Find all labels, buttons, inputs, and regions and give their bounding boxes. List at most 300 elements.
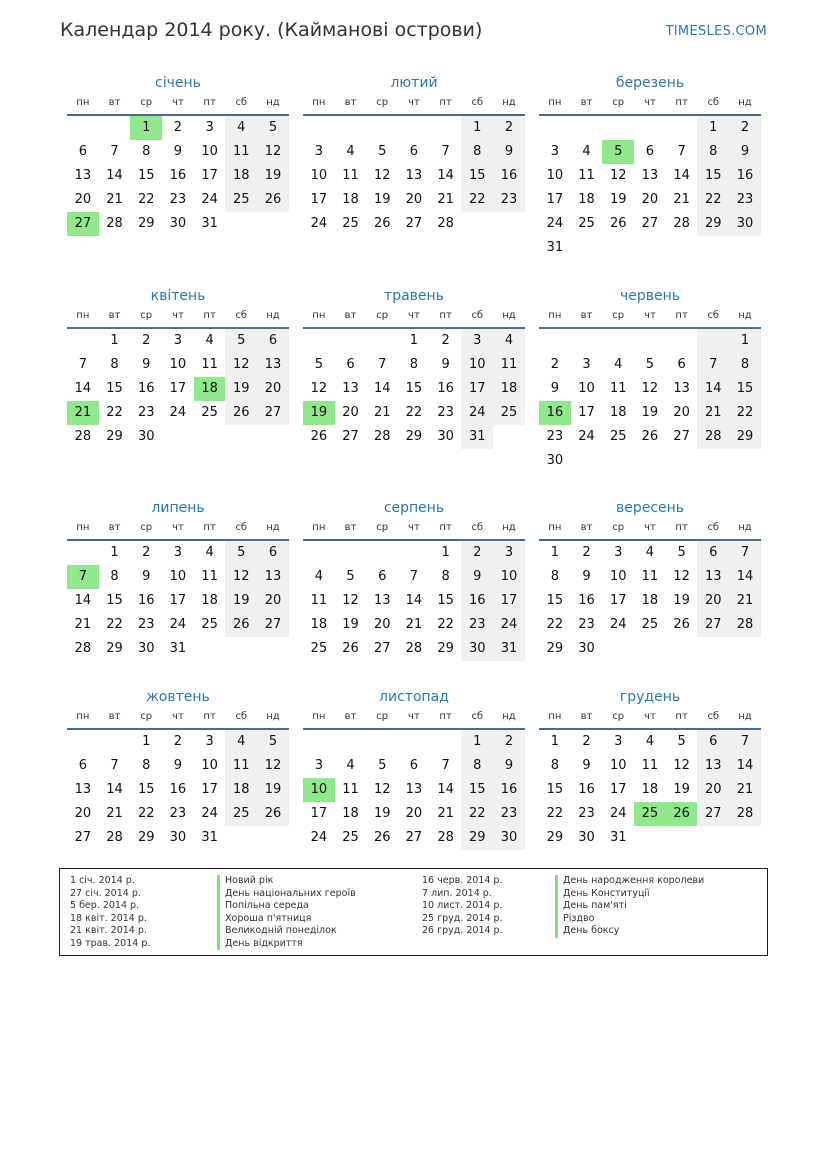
day-cell: 28 (106, 830, 123, 845)
empty-cell (335, 730, 367, 754)
empty-cell (634, 826, 666, 850)
weekday-label: вт (108, 711, 121, 722)
day-cell: 1 (110, 333, 119, 348)
day-cell: 25 (225, 188, 257, 212)
legend-dates-2 (422, 875, 503, 938)
weekday-label: пн (312, 522, 326, 533)
day-cell: 15 (106, 593, 123, 608)
day-cell: 28 (106, 216, 123, 231)
day-cell: 18 (310, 617, 328, 632)
day-cell: 20 (697, 589, 729, 613)
day-cell: 9 (550, 381, 559, 396)
weekday-label: пн (548, 97, 562, 108)
day-cell: 20 (405, 192, 423, 207)
day-cell: 3 (314, 144, 323, 159)
day-cell: 24 (546, 216, 564, 231)
day-cell: 4 (645, 734, 655, 749)
weekday-label: пт (439, 711, 452, 722)
day-cell: 7 (78, 357, 87, 372)
empty-cell (666, 637, 698, 661)
brand-link[interactable]: TIMESLES.COM (665, 24, 767, 39)
day-cell: 29 (461, 826, 493, 850)
weekday-label: вт (344, 522, 357, 533)
month-12 (539, 686, 761, 850)
day-cell: 10 (546, 168, 564, 183)
day-cell: 18 (342, 806, 359, 821)
day-cell: 16 (137, 381, 155, 396)
weekday-label: ср (612, 711, 625, 722)
day-cell: 8 (409, 357, 419, 372)
day-cell: 26 (641, 429, 659, 444)
day-cell: 8 (550, 758, 559, 773)
day-cell: 2 (582, 545, 591, 560)
weekday-label: нд (266, 97, 280, 108)
day-cell: 31 (201, 830, 218, 845)
day-cell: 16 (169, 168, 187, 183)
day-cell: 14 (106, 168, 123, 183)
day-cell: 10 (310, 168, 328, 183)
empty-cell (303, 730, 335, 754)
empty-cell (194, 425, 226, 449)
day-cell: 27 (697, 613, 729, 637)
legend-holiday: Різдво (555, 913, 704, 926)
day-cell: 26 (373, 830, 391, 845)
day-cell: 25 (201, 617, 218, 632)
weekday-label: пт (439, 522, 452, 533)
day-cell: 4 (493, 329, 525, 353)
month-11 (303, 686, 525, 850)
day-cell: 22 (137, 806, 155, 821)
day-cell: 25 (493, 401, 525, 425)
day-cell: 21 (729, 589, 761, 613)
day-cell: 22 (137, 192, 155, 207)
day-cell: 17 (609, 782, 627, 797)
day-cell: 22 (729, 401, 761, 425)
day-cell: 3 (582, 357, 591, 372)
day-cell: 15 (437, 593, 454, 608)
weekday-label: вт (108, 97, 121, 108)
day-cell: 22 (405, 405, 423, 420)
day-cell: 29 (546, 830, 564, 845)
day-cell: 11 (201, 357, 218, 372)
day-cell: 27 (74, 830, 92, 845)
day-cell: 30 (578, 830, 595, 845)
empty-cell (697, 449, 729, 473)
day-cell: 6 (677, 357, 686, 372)
day-cell: 22 (461, 802, 493, 826)
legend-names-2 (555, 875, 704, 938)
day-cell: 22 (437, 617, 454, 632)
empty-cell (571, 449, 603, 473)
weekday-label: пт (675, 97, 688, 108)
day-cell: 20 (257, 589, 289, 613)
day-cell: 25 (609, 429, 627, 444)
month-name: жовтень (146, 689, 210, 705)
day-cell: 27 (257, 613, 289, 637)
day-cell: 19 (373, 806, 391, 821)
empty-cell (493, 212, 525, 236)
day-cell: 23 (461, 613, 493, 637)
day-cell: 4 (614, 357, 623, 372)
day-cell: 18 (641, 593, 659, 608)
weekday-label: пт (675, 711, 688, 722)
day-cell: 2 (461, 541, 493, 565)
month-3 (539, 72, 761, 260)
day-cell: 9 (461, 565, 493, 589)
day-cell: 23 (169, 806, 187, 821)
empty-cell (430, 116, 462, 140)
weekday-label: сб (235, 97, 248, 108)
empty-cell (602, 449, 634, 473)
empty-cell (602, 329, 634, 353)
weekday-label: сб (707, 97, 720, 108)
day-cell: 18 (342, 192, 359, 207)
day-cell: 6 (645, 144, 655, 159)
day-cell: 19 (257, 778, 289, 802)
empty-cell (335, 116, 367, 140)
weekday-label: чт (408, 711, 420, 722)
day-cell: 15 (546, 593, 564, 608)
empty-cell (225, 826, 257, 850)
day-cell: 20 (257, 377, 289, 401)
day-cell: 4 (346, 758, 355, 773)
empty-cell (602, 116, 634, 140)
day-cell: 7 (677, 144, 686, 159)
day-cell: 2 (729, 116, 761, 140)
day-cell: 26 (342, 641, 359, 656)
day-cell: 21 (673, 192, 690, 207)
day-cell: 23 (578, 617, 595, 632)
day-cell: 6 (409, 144, 419, 159)
weekday-header (539, 307, 761, 329)
day-cell: 24 (201, 806, 218, 821)
empty-cell (225, 425, 257, 449)
day-cell: 9 (142, 569, 151, 584)
day-cell: 3 (614, 734, 623, 749)
day-cell: 29 (405, 429, 423, 444)
weekday-label: пн (312, 711, 326, 722)
weekday-label: вт (108, 522, 121, 533)
empty-cell (257, 826, 289, 850)
day-cell: 17 (609, 593, 627, 608)
legend-date: 25 груд. 2014 р. (422, 912, 503, 924)
day-cell: 23 (169, 192, 187, 207)
empty-cell (602, 236, 634, 260)
day-cell: 30 (578, 641, 595, 656)
day-cell: 28 (729, 802, 761, 826)
legend-date: 1 січ. 2014 р. (70, 875, 135, 886)
empty-cell (335, 541, 367, 565)
empty-cell (729, 449, 761, 473)
weekday-label: вт (344, 310, 357, 321)
day-cell: 11 (201, 569, 218, 584)
legend-holiday: Новий рік (217, 875, 356, 888)
day-cell: 10 (493, 565, 525, 589)
day-cell: 8 (110, 569, 119, 584)
day-cell: 30 (137, 641, 155, 656)
day-cell: 25 (641, 617, 659, 632)
empty-cell (194, 637, 226, 661)
weekday-label: нд (502, 97, 516, 108)
day-cell: 17 (461, 377, 493, 401)
day-cell: 13 (697, 565, 729, 589)
month-9 (539, 497, 761, 661)
empty-cell (634, 449, 666, 473)
day-cell: 19 (609, 192, 627, 207)
empty-cell (99, 730, 131, 754)
empty-cell (602, 637, 634, 661)
day-cell: 13 (673, 381, 690, 396)
weekday-label: чт (408, 522, 420, 533)
day-cell: 26 (225, 613, 257, 637)
day-cell: 30 (729, 212, 761, 236)
day-cell: 26 (257, 802, 289, 826)
day-cell: 10 (201, 144, 218, 159)
day-cell: 9 (173, 758, 183, 773)
day-grid (67, 116, 289, 236)
day-grid (303, 116, 525, 236)
day-cell: 5 (378, 758, 387, 773)
day-cell: 21 (729, 778, 761, 802)
day-cell: 22 (697, 188, 729, 212)
month-name: серпень (383, 500, 445, 516)
day-cell: 1 (142, 734, 151, 749)
day-cell: 24 (461, 401, 493, 425)
day-cell: 8 (110, 357, 119, 372)
empty-cell (398, 116, 430, 140)
weekday-label: пт (203, 522, 216, 533)
weekday-label: пн (76, 97, 90, 108)
weekday-label: чт (172, 711, 184, 722)
day-cell: 15 (697, 164, 729, 188)
empty-cell (257, 637, 289, 661)
day-cell: 21 (437, 806, 454, 821)
day-cell: 23 (493, 188, 525, 212)
weekday-label: нд (738, 97, 752, 108)
day-cell: 23 (493, 802, 525, 826)
month-5 (303, 285, 525, 449)
weekday-label: сб (235, 310, 248, 321)
day-cell: 15 (137, 782, 155, 797)
day-cell: 4 (225, 116, 257, 140)
day-cell: 18 (641, 782, 659, 797)
day-cell: 4 (225, 730, 257, 754)
weekday-label: ср (140, 310, 153, 321)
day-cell: 6 (378, 569, 387, 584)
day-cell: 31 (609, 830, 627, 845)
day-cell: 7 (378, 357, 387, 372)
weekday-label: нд (266, 310, 280, 321)
legend-holiday: День національних героїв (217, 888, 356, 901)
day-cell: 10 (461, 353, 493, 377)
day-cell: 30 (169, 830, 187, 845)
day-cell: 13 (342, 381, 359, 396)
day-cell: 17 (310, 192, 328, 207)
day-cell: 24 (493, 613, 525, 637)
day-cell: 5 (225, 329, 257, 353)
month-name: грудень (619, 689, 681, 705)
weekday-label: чт (644, 711, 656, 722)
day-cell: 29 (546, 641, 564, 656)
month-6 (539, 285, 761, 473)
day-cell: 17 (310, 806, 328, 821)
day-cell: 30 (169, 216, 187, 231)
weekday-header (539, 519, 761, 541)
day-cell: 22 (546, 617, 564, 632)
day-cell: 22 (546, 806, 564, 821)
legend-date: 7 лип. 2014 р. (422, 887, 492, 899)
day-cell: 27 (67, 212, 99, 236)
day-cell: 5 (602, 140, 634, 164)
day-cell: 17 (493, 589, 525, 613)
day-cell: 8 (697, 140, 729, 164)
day-cell: 8 (550, 569, 559, 584)
empty-cell (366, 730, 398, 754)
weekday-label: вт (344, 97, 357, 108)
day-cell: 3 (614, 545, 623, 560)
legend-dates-1 (70, 875, 150, 950)
weekday-label: ср (140, 522, 153, 533)
day-cell: 8 (729, 353, 761, 377)
day-cell: 21 (106, 192, 123, 207)
day-cell: 7 (409, 569, 419, 584)
empty-cell (666, 329, 698, 353)
empty-cell (729, 236, 761, 260)
empty-cell (257, 425, 289, 449)
day-cell: 30 (437, 429, 454, 444)
day-cell: 16 (578, 593, 595, 608)
day-cell: 4 (205, 333, 214, 348)
day-cell: 25 (342, 830, 359, 845)
day-cell: 21 (437, 192, 454, 207)
weekday-label: вт (580, 711, 593, 722)
empty-cell (430, 730, 462, 754)
day-cell: 10 (169, 569, 187, 584)
day-cell: 11 (641, 758, 659, 773)
day-cell: 6 (78, 758, 87, 773)
day-cell: 12 (373, 168, 391, 183)
day-cell: 12 (641, 381, 659, 396)
weekday-label: пт (675, 522, 688, 533)
empty-cell (225, 637, 257, 661)
day-cell: 5 (677, 734, 686, 749)
day-cell: 19 (373, 192, 391, 207)
day-cell: 12 (225, 565, 257, 589)
day-cell: 24 (201, 192, 218, 207)
day-cell: 4 (582, 144, 591, 159)
day-cell: 18 (493, 377, 525, 401)
empty-cell (303, 116, 335, 140)
day-cell: 28 (697, 425, 729, 449)
weekday-label: чт (172, 522, 184, 533)
day-cell: 18 (201, 593, 218, 608)
legend-names-1 (217, 875, 356, 950)
weekday-label: сб (235, 522, 248, 533)
day-cell: 26 (673, 617, 690, 632)
day-cell: 13 (405, 782, 423, 797)
day-cell: 8 (142, 144, 151, 159)
weekday-label: нд (738, 310, 752, 321)
day-cell: 18 (578, 192, 595, 207)
day-cell: 19 (342, 617, 359, 632)
day-cell: 9 (493, 754, 525, 778)
weekday-label: ср (140, 97, 153, 108)
day-cell: 15 (461, 778, 493, 802)
empty-cell (634, 637, 666, 661)
month-7 (67, 497, 289, 661)
legend-date: 10 лист. 2014 р. (422, 900, 503, 911)
weekday-header (67, 708, 289, 730)
day-cell: 3 (173, 545, 183, 560)
day-cell: 27 (342, 429, 359, 444)
weekday-label: ср (612, 97, 625, 108)
day-cell: 17 (201, 168, 218, 183)
day-cell: 5 (346, 569, 355, 584)
day-cell: 30 (546, 453, 564, 468)
weekday-label: чт (408, 97, 420, 108)
weekday-label: пт (203, 310, 216, 321)
day-cell: 28 (74, 641, 92, 656)
day-cell: 13 (74, 168, 92, 183)
day-cell: 5 (257, 730, 289, 754)
day-cell: 11 (641, 569, 659, 584)
day-cell: 2 (173, 120, 183, 135)
day-cell: 6 (257, 541, 289, 565)
day-cell: 4 (205, 545, 214, 560)
day-cell: 20 (342, 405, 359, 420)
day-cell: 2 (173, 734, 183, 749)
day-cell: 5 (645, 357, 655, 372)
day-cell: 1 (130, 116, 162, 140)
weekday-header (303, 519, 525, 541)
day-cell: 1 (110, 545, 119, 560)
weekday-header (303, 94, 525, 116)
day-cell: 3 (173, 333, 183, 348)
month-name: лютий (390, 75, 438, 91)
page-title: Календар 2014 року. (Кайманові острови) (60, 19, 483, 41)
day-cell: 25 (578, 216, 595, 231)
weekday-label: пн (76, 711, 90, 722)
day-cell: 31 (546, 240, 564, 255)
day-cell: 12 (342, 593, 359, 608)
day-cell: 8 (461, 754, 493, 778)
day-cell: 1 (461, 116, 493, 140)
weekday-label: ср (376, 522, 389, 533)
legend-date: 18 квіт. 2014 р. (70, 912, 147, 924)
day-cell: 28 (74, 429, 92, 444)
day-cell: 2 (550, 357, 559, 372)
day-cell: 14 (729, 754, 761, 778)
day-cell: 20 (697, 778, 729, 802)
day-cell: 1 (409, 333, 419, 348)
day-cell: 23 (137, 405, 155, 420)
day-cell: 21 (106, 806, 123, 821)
day-cell: 7 (110, 144, 119, 159)
empty-cell (697, 826, 729, 850)
day-cell: 17 (169, 593, 187, 608)
day-cell: 11 (578, 168, 595, 183)
legend-date: 5 бер. 2014 р. (70, 900, 140, 911)
day-cell: 3 (493, 541, 525, 565)
day-cell: 28 (673, 216, 690, 231)
weekday-label: нд (738, 522, 752, 533)
day-cell: 25 (201, 405, 218, 420)
day-cell: 16 (729, 164, 761, 188)
day-cell: 12 (310, 381, 328, 396)
legend-date: 16 черв. 2014 р. (422, 875, 503, 886)
day-cell: 23 (437, 405, 454, 420)
day-cell: 6 (409, 758, 419, 773)
